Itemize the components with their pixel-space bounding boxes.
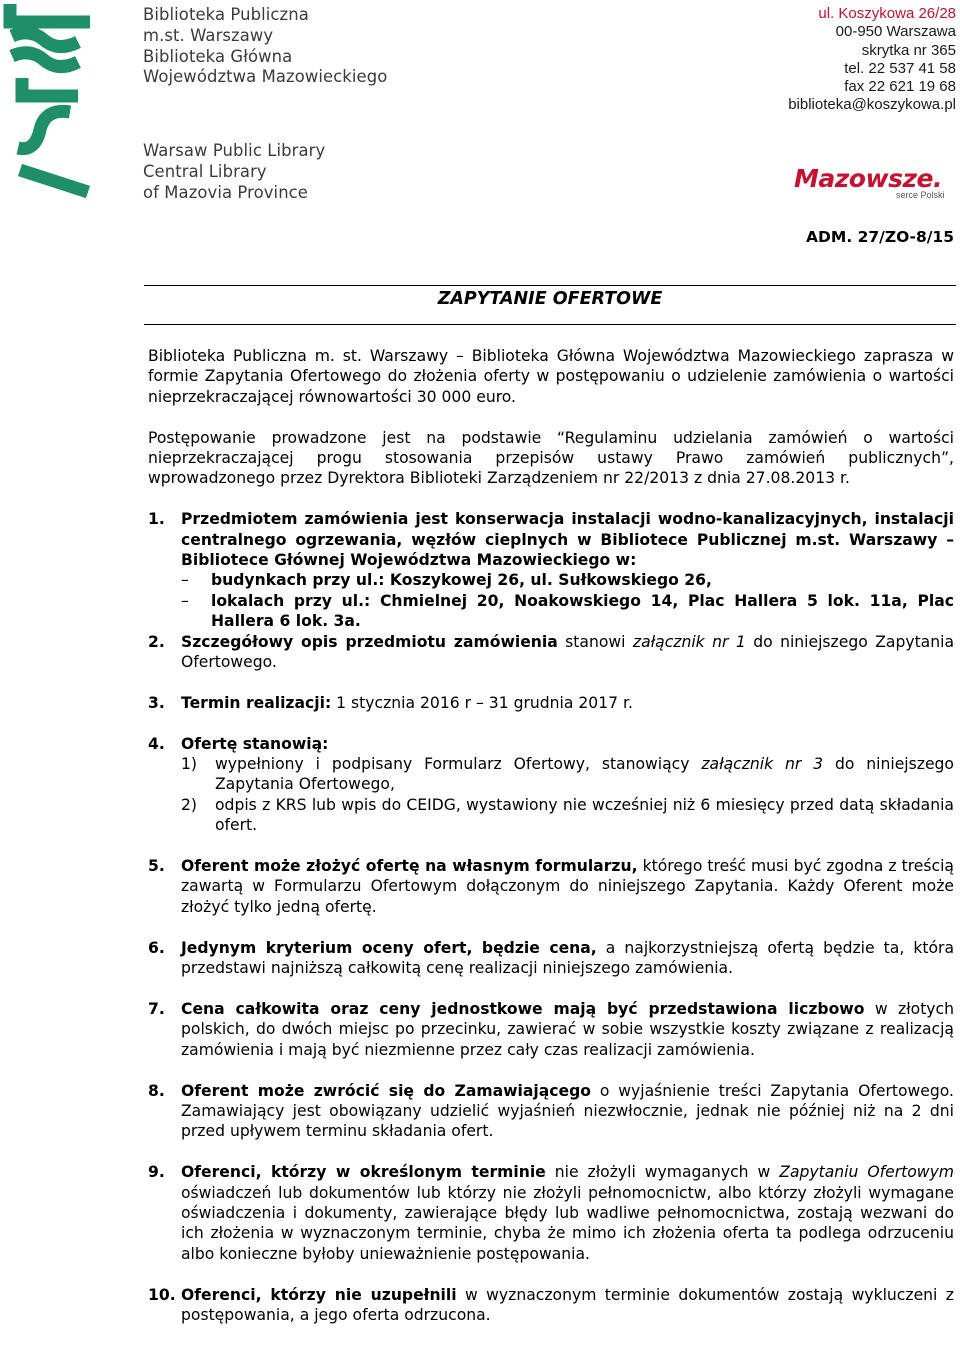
- library-name-en-line: Central Library: [143, 161, 267, 181]
- mazowsze-logo-text: Mazowsze.: [794, 164, 942, 193]
- contact-email[interactable]: biblioteka@koszykowa.pl: [788, 96, 956, 114]
- list-item: [148, 1285, 954, 1326]
- list-item: [148, 632, 954, 673]
- list-item: [148, 1162, 954, 1264]
- contact-block: [788, 5, 956, 115]
- library-name-en-line: Warsaw Public Library: [143, 141, 326, 160]
- location-bullet: [181, 570, 954, 590]
- item-text: o wyjaśnienie treści Zapytania Ofertowego. Zamawiający jest obowiązany udzielić wyjaśnień niezwłocznie, jednak nie później niż na 2 dni przed upływem terminu składania ofert.: [181, 1081, 954, 1141]
- item-bold: Szczegółowy opis przedmiotu zamówienia: [181, 632, 558, 651]
- sub-item-marker: 1): [181, 755, 198, 774]
- item-bold: Oferenci, którzy nie uzupełnili: [181, 1285, 457, 1304]
- item-number: 9.: [148, 1163, 165, 1182]
- item-text: Przedmiotem zamówienia jest konserwacja instalacji wodno-kanalizacyjnych, instalacji centralnego ogrzewania, węzłów cieplnych w Bibliotece Publicznej m.st. Warszawy – Bibliotece Głównej Województwa Mazowieckiego w:: [181, 510, 954, 570]
- item-italic: załącznik nr 1: [632, 632, 746, 651]
- library-logo-icon: [0, 0, 96, 205]
- item-text: nie złożyli wymaganych w: [545, 1163, 780, 1182]
- list-item: [148, 999, 954, 1060]
- item-bold: Oferent może złożyć ofertę na własnym formularzu,: [181, 857, 638, 876]
- item-bold: Jedynym kryterium oceny ofert, będzie cena,: [181, 938, 597, 957]
- item-text: do niniejszego Zapytania Ofertowego.: [181, 632, 955, 672]
- item-number: 6.: [148, 938, 165, 957]
- library-name-pl-line: m.st. Warszawy: [143, 25, 274, 45]
- contact-city: 00-950 Warszawa: [835, 23, 956, 41]
- item-bold: Oferent może zwrócić się do Zamawiającego: [181, 1081, 591, 1100]
- location-bullet: [181, 591, 954, 632]
- library-name-pl-line: Biblioteka Publiczna: [143, 5, 309, 24]
- list-item: [148, 509, 954, 631]
- item-number: 3.: [148, 693, 165, 712]
- item-text: w złotych polskich, do dwóch miejsc po przecinku, zawierać w sobie wszystkie koszty związane z realizacją zamówienia i mają być niezmienne przez cały czas realizacji zamówienia.: [181, 999, 954, 1059]
- library-name-pl: [143, 5, 387, 88]
- sub-item-text: do niniejszego Zapytania Ofertowego,: [215, 755, 954, 794]
- item-bold: Oferenci, którzy w określonym terminie: [181, 1163, 546, 1182]
- library-name-en-line: of Mazovia Province: [143, 182, 308, 202]
- item-text: w wyznaczonym terminie dokumentów zostają wykluczeni z postępowania, a jego oferta odrzucona.: [181, 1285, 954, 1324]
- document-body: [148, 346, 954, 1325]
- intro-paragraph: Biblioteka Publiczna m. st. Warszawy – Biblioteka Główna Województwa Mazowieckiego zaprasza w formie Zapytania Ofertowego do złożenia oferty w postępowaniu o udzielenie zamówienia o wartości nieprzekraczającej równowartości 30 000 euro.: [148, 347, 954, 406]
- title-rule-bottom: [144, 324, 956, 325]
- item-text: którego treść musi być zgodna z treścią zawartą w Formularzu Ofertowym dołączonym do niniejszego Zapytania. Każdy Oferent może złożyć tylko jedną ofertę.: [181, 857, 954, 916]
- library-name-pl-line: Biblioteka Główna: [143, 46, 293, 66]
- mazowsze-logo-tagline: serce Polski: [896, 190, 945, 200]
- item-text: stanowi: [557, 632, 633, 651]
- item-bold: Termin realizacji:: [181, 693, 332, 712]
- list-item: [148, 693, 954, 713]
- item-number: 1.: [148, 510, 165, 529]
- item-text: 1 stycznia 2016 r – 31 grudnia 2017 r.: [331, 693, 633, 712]
- contact-po-box: skrytka nr 365: [861, 41, 956, 59]
- item-number: 10.: [148, 1285, 176, 1304]
- contact-tel: tel. 22 537 41 58: [844, 59, 956, 77]
- item-number: 5.: [148, 857, 165, 876]
- sub-item-marker: 2): [181, 795, 198, 814]
- bullet-text: budynkach przy ul.: Koszykowej 26, ul. Sułkowskiego 26,: [211, 571, 712, 590]
- legal-basis-paragraph: Postępowanie prowadzone jest na podstawie “Regulaminu udzielania zamówień o wartości nieprzekraczającej progu stosowania przepisów ustawy Prawo zamówień publicznych”, wprowadzonego przez Dyrektora Biblioteki Zarządzeniem nr 22/2013 z dnia 27.08.2013 r.: [148, 428, 954, 488]
- list-item: [148, 856, 954, 917]
- item-text: a najkorzystniejszą ofertą będzie ta, która przedstawi najniższą całkowitą cenę realizacji niniejszego zamówienia.: [181, 938, 954, 978]
- sub-item: [181, 754, 954, 795]
- contact-fax: fax 22 621 19 68: [844, 78, 956, 96]
- library-name-pl-line: Województwa Mazowieckiego: [143, 67, 388, 87]
- item-text: oświadczeń lub dokumentów lub którzy nie złożyli pełnomocnictw, albo którzy złożyli wymagane oświadczenia i dokumenty, zawierające błędy lub wadliwe pełnomocnictwa, zostają wezwani do ich złożenia w wyznaczonym terminie, chyba że mimo ich złożenia oferta ta podlega odrzuceniu albo konieczne byłoby unieważnienie postępowania.: [181, 1183, 954, 1263]
- sub-item-text: odpis z KRS lub wpis do CEIDG, wystawiony nie wcześniej niż 6 miesięcy przed datą składania ofert.: [215, 795, 954, 835]
- item-number: 4.: [148, 734, 165, 753]
- mazowsze-logo: [792, 164, 952, 204]
- item-number: 2.: [148, 632, 165, 651]
- item-number: 7.: [148, 999, 165, 1018]
- bullet-text: lokalach przy ul.: Chmielnej 20, Noakowskiego 14, Plac Hallera 5 lok. 11a, Plac Hallera 6 lok. 3a.: [211, 591, 954, 631]
- sub-item: [181, 795, 954, 836]
- item-bold: Cena całkowita oraz ceny jednostkowe mają być przedstawiona liczbowo: [181, 999, 865, 1018]
- library-name-en: [143, 141, 325, 203]
- item-number: 8.: [148, 1081, 165, 1100]
- dash-marker: –: [181, 591, 189, 610]
- list-item: [148, 938, 954, 979]
- item-bold: Ofertę stanowią:: [181, 734, 329, 753]
- sub-item-italic: załącznik nr 3: [701, 755, 824, 774]
- list-item: [148, 734, 954, 836]
- document-title: ZAPYTANIE OFERTOWE: [437, 289, 663, 309]
- list-item: [148, 1081, 954, 1142]
- dash-marker: –: [181, 571, 189, 590]
- contact-street: ul. Koszykowa 26/28: [818, 5, 956, 22]
- document-reference: ADM. 27/ZO-8/15: [806, 228, 954, 246]
- title-rule-top: [144, 285, 956, 286]
- sub-item-text: wypełniony i podpisany Formularz Ofertowy, stanowiący: [215, 755, 702, 774]
- item-italic: Zapytaniu Ofertowym: [779, 1163, 954, 1182]
